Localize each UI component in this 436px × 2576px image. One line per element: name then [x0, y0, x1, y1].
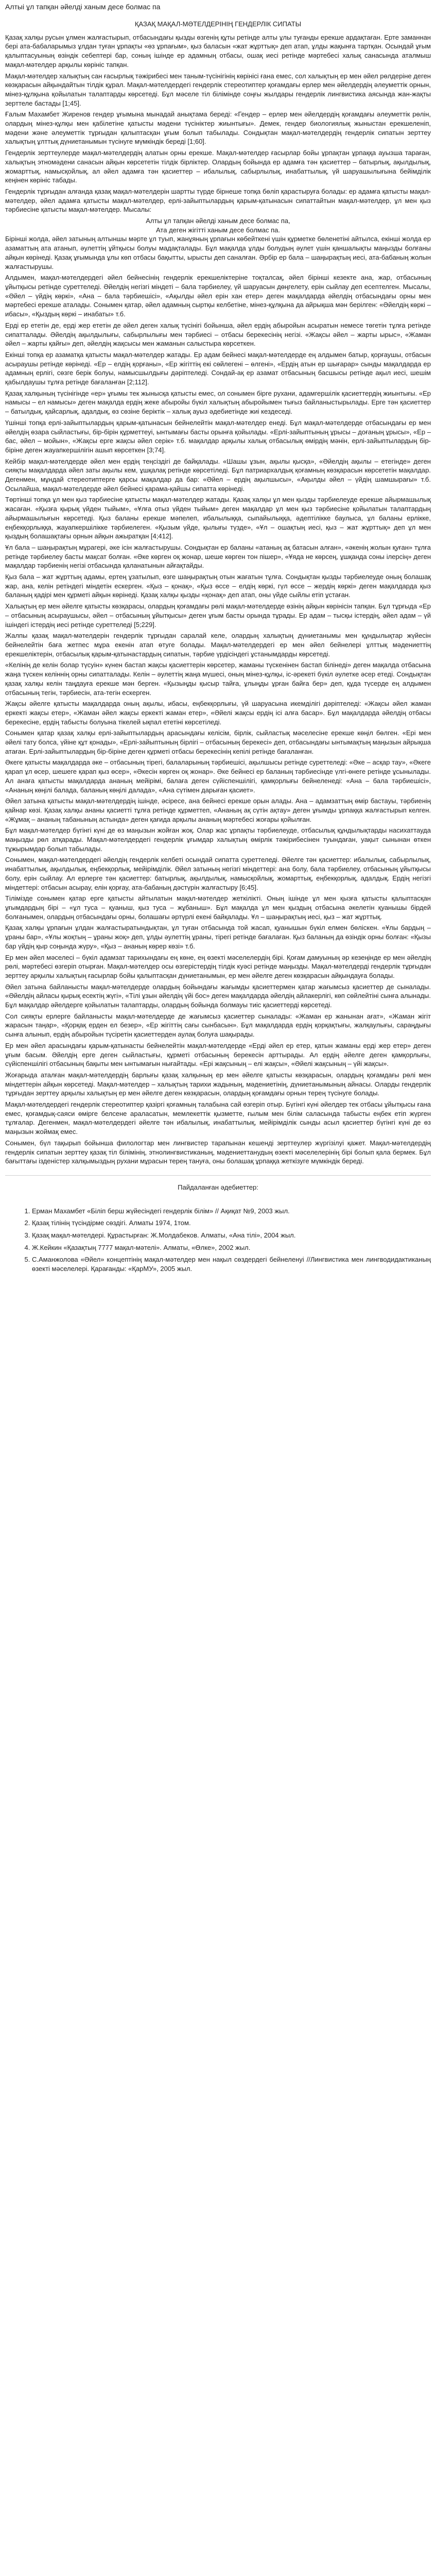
reference-item: 5. С.Аманжолова «Әйел» концептінің мақал-мәтелдер мен нақыл сөздердегі бейнеленуі //Лингвистика мен лингводидактиканың өзекті мәселелері. Қарағанды: «ҚарМУ», 2005 жыл. [32, 1255, 431, 1273]
quote-block [5, 216, 431, 234]
reference-item: 2. Қазақ тілінің түсіндірме сөздігі. Алматы 1974, 1том. [32, 1218, 431, 1228]
paragraph: Екінші топқа ер азаматқа қатысты мақал-мәтелдер жатады. Ер адам бейнесі мақал-мәтелдерде ең алдымен батыр, қорғаушы, отбасын асыраушы ретінде көрінеді. «Ер – елдің қорғаны», «Ер жігіттің екі сөйлегені – өлгені», «Ердің атын ер шығарар» сынды мақалдарда ер адамның ерлігі, сөзге берік болуы, намысшылдығы дәріптеледі. Сондай-ақ ер азамат отбасының басшысы ретінде ақыл иесі, шешім қабылдаушы тұлға ретінде бағаланған [2;112]. [5, 350, 431, 386]
paragraph: Жалпы қазақ мақал-мәтелдерін гендерлік тұрғыдан саралай келе, олардың халықтың дүниетанымы мен құндылықтар жүйесін бейнелейтін баға жетпес мұра екенін атап өтуге болады. Мақал-мәтелдердегі ер мен әйел бейнелері ұлттық мәдениеттің ерекшеліктерін, отбасылық қарым-қатынастардың сипатын, тәрбие үрдісіндегі ұстанымдарды көрсетеді. [5, 632, 431, 658]
paragraph: Мақал-мәтелдердегі гендерлік стереотиптер қазіргі қоғамның талабына сай өзгеріп отыр. Бүгінгі күні әйелдер тек отбасы ұйытқысы ғана емес, қоғамдық-саяси өмірге белсене араласатын, мемлекеттік қызметте, ғылым мен білім саласында табысты еңбек етіп жүрген тұлғалар. Дегенмен, мақал-мәтелдердегі әйелге тән ибалылық, инабаттылық, мейірімділік сынды асыл қасиеттер бүгінгі күні де өз маңызын жоймақ емес. [5, 1100, 431, 1136]
paragraph: Қазақ халқы ұрпағын ұлдан жалғастыратындықтан, ұл туған отбасында той жасап, қуанышын бүкіл елмен бөліскен. «Ұлы бардың – ұраны бар», «Ұлы жоқтың – ұраны жоқ» деп, ұлды әулеттің ұраны, тірегі ретінде бағалаған. Қыз баланың да өзіндік орны болған: «Қызы бар үйдің қыр соңында жүру», «Қыз – ананың көрер көзі» т.б. [5, 924, 431, 950]
reference-item: 4. Ж.Кейкин «Қазақтың 7777 мақал-мәтелі». Алматы, «Өлке», 2002 жыл. [32, 1243, 431, 1252]
paragraph: Бұл мақал-мәтелдер бүгінгі күні де өз маңызын жойған жоқ. Олар жас ұрпақты тәрбиелеуде, отбасылық құндылықтарды насихаттауда маңызды рөл атқарады. Мақал-мәтелдердегі гендерлік ұғымдар халықтың өмірлік тәжірибесінен туындаған, уақыт сынынан өткен тұжырымдар болып табылады. [5, 826, 431, 853]
paragraph: Алдымен, мақал-мәтелдердегі әйел бейнесінің гендерлік ерекшеліктеріне тоқталсақ, әйел бірінші кезекте ана, жар, отбасының ұйытқысы ретінде суреттеледі. Әйелдің негізгі міндеті – бала тәрбиелеу, үй шаруасын дөңгелету, ерін сыйлау деп есептелген. Мысалы, «Әйел – үйдің көркі», «Ана – бала тәрбиешісі», «Ақылды әйел ерін хан етер» деген мақалдарда әйелдің отбасындағы орны мен мәртебесі ерекше аталады. Сонымен қатар, әйел адамның сыртқы келбетіне, мінез-құлқына да айрықша мән берілген: «Әйелдің көркі – ибасы», «Қыздың көркі – инабаты» т.б. [5, 274, 431, 318]
paragraph: Гендерлік тұрғыдан алғанда қазақ мақал-мәтелдерін шартты түрде бірнеше топқа бөліп қарастыруға болады: ер адамға қатысты мақал-мәтелдер, әйел адамға қатысты мақал-мәтелдер, ерлі-зайыптылардың қарым-қатынасын сипаттайтын мақал-мәтелдер, ұл мен қыз тәрбиесіне қатысты мақал-мәтелдер. Мысалы: [5, 187, 431, 214]
article-body [5, 33, 431, 1166]
paragraph: Төртінші топқа ұл мен қыз тәрбиесіне қатысты мақал-мәтелдер жатады. Қазақ халқы ұл мен қызды тәрбиелеуде ерекше айырмашылық жасаған. «Қызға қырық үйден тыйым», «Ұлға отыз үйден тыйым» деген мақалдар ұл мен қыз тәрбиесіне қойылатын талаптардың айырмашылығын көрсетеді. Қыз баланы ерекше мәпелеп, ибалылыққа, сыпайылыққа, әдептілікке баулыса, ұл баланы ерлікке, еңбекқорлыққа, жауапкершілікке тәрбиелеген. «Қызым үйде, қылығы түзде», «Ұл – ошақтың иесі, қыз – жат жұрттық» деп ұл мен қыздың болашақтағы орнын айқын ажыратқан [4;412]. [5, 496, 431, 540]
paragraph: Сонымен, мақал-мәтелдердегі әйелдің гендерлік келбеті осындай сипатта суреттеледі. Әйелге тән қасиеттер: ибалылық, сабырлылық, инабаттылық, ақылдылық, еңбекқорлық, мейірімділік. Әйел затының негізгі міндеттері: ана болу, бала тәрбиелеу, отбасының ұйытқысы болу, ерін сыйлау. Ал ерлерге тән қасиеттер: батырлық, ақылдылық, намысқойлық, жомарттық, еңбекқорлық, адалдық. Ердің негізгі міндеттері: отбасын асырау, елін қорғау, ата-бабаның дәстүрін жалғастыру [6;45]. [5, 856, 431, 891]
paragraph: Мақал-мәтелдер халықтың сан ғасырлық тәжірибесі мен таным-түсінігінің көрінісі ғана емес, сол халықтың ер мен әйел рөлдеріне деген көзқарасын айқындайтын тілдік құрал. Мақал-мәтелдердегі гендерлік стереотиптер қоғамдағы ерлер мен әйелдердің әлеуметтік орнын, мінез-құлқына қойылатын талаптарды көрсетеді. Бұл мәселе тіл білімінде соңғы жылдары гендерлік лингвистика аясында жан-жақты зерттеле бастады [1;45]. [5, 72, 431, 107]
paragraph: Тілімізде сонымен қатар ерге қатысты айтылатын мақал-мәтелдер жеткілікті. Оның ішінде ұл мен қызға қатысты қалыптасқан ұғымдардың бірі – «ұл туса – қуаныш, қыз туса – жұбаныш». Бұл мақалда ұл мен қыздың отбасына әкелетін қуанышы бірдей болғанымен, олардың отбасындағы орны, болашағы әртүрлі екені байқалады. Ұл – шаңырақтың иесі, қыз – жат жұрттық. [5, 894, 431, 921]
paragraph: Әйел затына байланысты мақал-мәтелдерде олардың бойындағы жағымды қасиеттермен қатар жағымсыз қасиеттер де сыналады. «Әйелдің айласы қырық есектің жүгі», «Тілі ұзын әйелдің үйі бос» деген мақалдарда әйелдің айлакерлігі, көп сөйлейтіні сынға алынады. Бұл мақалдар әйелдерге қойылатын талаптарды, олардың бойында болмауы тиіс қасиеттерді көрсетеді. [5, 982, 431, 1009]
paragraph: Кейбір мақал-мәтелдерде әйел мен ердің теңсіздігі де байқалады. «Шашы ұзын, ақылы қысқа», «Әйелдің ақылы – етегінде» деген сияқты мақалдарда әйел заты ақылы кем, ұшқалақ ретінде көрсетіледі. Бұл патриархалдық қоғамның көзқарасын көрсететін мақалдар. Дегенмен, мұндай стереотиптерге қарсы мақалдар да бар: «Әйел – ердің ақылшысы», «Ақылды әйел – үйдің шамшырағы» т.б. Осылайша, мақал-мәтелдерде әйел бейнесі қарама-қайшы сипатта көрінеді. [5, 457, 431, 493]
section-divider [5, 1175, 431, 1176]
paragraph: Жақсы әйелге қатысты мақалдарда оның ақылы, ибасы, еңбекқорлығы, үй шаруасына икемділігі дәріптеледі: «Жақсы әйел жаман еркекті жақсы етер», «Жаман әйел жақсы еркекті жаман етер», «Әйелі жақсы ердің ісі алға басар». Бұл мақалдарда әйелдің отбасы берекесіне, ердің табысты болуына тікелей ықпал ететіні көрсетіледі. [5, 700, 431, 726]
paragraph: Гендерлік зерттеулерде мақал-мәтелдердің алатын орны ерекше. Мақал-мәтелдер ғасырлар бойы ұрпақтан ұрпаққа ауызша тараған, халықтың этномәдени санасын айқын көрсететін тілдік бірліктер. Олардың бойында ер адамға тән қасиеттер – батырлық, ақылдылық, жомарттық, намысқойлық, ал әйел адамға тән қасиеттер – ибалылық, сабырлылық, инабаттылық, үй шаруашылығына бейімділік кеңінен көрініс табады. [5, 149, 431, 184]
references-title: Пайдаланған әдебиеттер: [178, 1183, 258, 1191]
paragraph: Ғалым Махамбет Жиренов гендер ұғымына мынадай анықтама береді: «Гендер – ерлер мен әйелдердің қоғамдағы әлеуметтік рөлін, олардың мінез-құлқы мен қабілетіне қатысты мәдени түсініктер жиынтығы». Демек, гендер биологиялық жыныстан ерекшеленіп, мәдени және әлеуметтік тұрғыдан қалыптасқан ұғым болып табылады. Сондықтан мақал-мәтелдердің гендерлік сипатын зерттеу халықтың ұлттық дүниетанымын түсінуге мүмкіндік береді [1;60]. [5, 110, 431, 146]
paragraph: Сонымен қатар қазақ халқы ерлі-зайыптылардың арасындағы келісім, бірлік, сыйластық мәселесіне ерекше көңіл бөлген. «Ері мен әйелі тату болса, үйіне құт қонады», «Ерлі-зайыптының бірлігі – отбасының берекесі» деп, отбасындағы ынтымақтың маңызын айрықша атаған. Ерлі-зайыптылардың бір-біріне деген құрметі отбасы берекесінің кепілі ретінде бағаланған. [5, 729, 431, 755]
paragraph: Ұл бала – шаңырақтың мұрагері, әке ісін жалғастырушы. Сондықтан ер баланы «атаның ақ батасын алған», «әкенің жолын қуған» тұлға ретінде тәрбиелеу басты мақсат болған. «Әке көрген оқ жонар, шеше көрген тон пішер», «Ұяда не көрсең, ұшқанда соны ілерсің» деген мақалдар тәрбиенің негізі отбасында қаланатынын айғақтайды. [5, 543, 431, 570]
paragraph: Әйел затына қатысты мақал-мәтелдердің ішінде, әсіресе, ана бейнесі ерекше орын алады. Ана – адамзаттың өмір бастауы, тәрбиенің қайнар көзі. Қазақ халқы ананы қасиетті тұлға ретінде құрметтеп, «Ананың ақ сүтін ақтау» деген ұғымды ұрпаққа жалғастырып келген. «Жұмақ – ананың табанының астында» деген қағида арқылы ананың мәртебесі жоғары қойылған. [5, 797, 431, 823]
paragraph: Қазақ халқы русын ұлмен жалғастырып, отбасындағы қызды өзгенің құты ретінде алты ұлы туғанды ерекше ардақтаған. Ерте заманнан бері ата-бабаларымыз ұлдан туған ұрпақты «өз ұрпағым», қыз баласын «жат жұрттық» деп атап, ұлды жақынға тартқан. Осындай ұғым қалыптасуының өзіндік себептері бар, соның ішінде ер адамның отбасы, ошақ иесі ретінде мәртебесі халық санасында аталмыш мақал-мәтелдер арқылы көрініс тапқан. [5, 33, 431, 69]
paragraph: Жоғарыда аталған мақал-мәтелдердің барлығы қазақ халқының ер мен әйелге қатысты көзқарасын, олардың қоғамдағы рөлі мен міндеттерін айқын көрсетеді. Мақал-мәтелдер – халықтың тарихи жадының, мәдениетінің, дүниетанымының айнасы. Оларды гендерлік тұрғыдан зерттеу арқылы халықтың ер мен әйелге деген көзқарасын, олардың қоғамдағы орнын терең түсінуге болады. [5, 1071, 431, 1097]
paragraph: Халықтың ер мен әйелге қатысты көзқарасы, олардың қоғамдағы рөлі мақал-мәтелдерде өзінің айқын көрінісін тапқан. Бұл тұрғыда «Ер – отбасының асыраушысы, әйел – отбасының ұйытқысы» деген ұғым басты орында тұрады. Ер адам – тысқы істердің, әйел адам – үй ішіндегі істердің иесі ретінде суреттеледі [5;229]. [5, 602, 431, 629]
paragraph: Ерді ер ететін де, ерді жер ететін де әйел деген халық түсінігі бойынша, әйел ердің абыройын асыратын немесе төгетін тұлға ретінде сипатталады. Әйелдің ақылдылығы, сабырлылығы мен тәрбиесі – отбасы берекесінің негізі. «Жақсы әйел – жарты ырыс», «Жаман әйел – жарты қайғы» деп, әйелдің жақсысы мен жаманын салыстыра көрсеткен. [5, 321, 431, 348]
quote-line: Алты ұл тапқан әйелді ханым десе болмас па, [146, 217, 290, 225]
reference-item: 3. Қазақ мақал-мәтелдері. Құрастырған: Ж.Молдабеков. Алматы, «Ана тілі», 2004 жыл. [32, 1231, 431, 1240]
paragraph: Бірінші жолда, әйел затының алтыншы мәрте ұл туып, жанұяның ұрпағын көбейткені үшін құрметке бөленетіні айтылса, екінші жолда ер азаматтың ата атанып, әулеттің ұйтқысы болуы мадақталады. Бұл мақалда ұлды болудың әулет үшін қаншалықты маңызды болғаны айқын көрінеді. Қазақ ұғымында ұлы көп отбасы бақытты, ырысты деп саналған. Әрбір ер бала – шаңырақтың иесі, ата-бабаның жолын жалғастырушы. [5, 235, 431, 270]
paragraph: Қыз бала – жат жұрттың адамы, ертең ұзатылып, өзге шаңырақтың отын жағатын тұлға. Сондықтан қызды тәрбиелеуде оның болашақ жар, ана, келін ретіндегі міндетін ескерген. «Қыз – қонақ», «Қыз өссе – елдің көркі, гүл өссе – жердің көркі» деген мақалдарда қыз баланың қадірі мен құрметі айқын көрінеді. Қазақ халқы қызды «қонақ» деп атап, оны үйде сыйлы етіп ұстаған. [5, 573, 431, 599]
article-title: Алтыi ұл тапқан әйелді ханым десе болмас па [5, 3, 161, 11]
quote-line: Ата деген жігітті ханым десе болмас па. [156, 226, 280, 234]
paragraph: Ер мен әйел мәселесі – бүкіл адамзат тарихындағы ең көне, ең өзекті мәселелердің бірі. Қоғам дамуының әр кезеңінде ер мен әйелдің рөлі, мәртебесі өзгеріп отырған. Мақал-мәтелдер осы өзгерістердің тілдік куәсі ретінде маңызды. Мақал-мәтелдерді гендерлік тұрғыдан зерттеу арқылы халықтың ғасырлар бойы қалыптасқан дүниетанымын, ер мен әйелге деген көзқарасын айқындауға болады. [5, 953, 431, 979]
paragraph: «Келінің де келін болар түсуін» күнен бастап жақсы қасиеттерін көрсетер, жаманы түскенінен бастап білінеді» деген мақалда отбасына жаңа түскен келіннің орны сипатталады. Келін – әулеттің жаңа мүшесі, оның мінез-құлқы, іс-әрекеті бүкіл әулетке әсер етеді. Сондықтан қазақ халқы келін таңдауға ерекше мән берген. «Қызыңды қысыр тайға, ұлыңды ұрған байға бер» деп, құда түсерде ең алдымен отбасының тегін, тәрбиесін, ата-тегін ескерген. [5, 661, 431, 697]
reference-item: 1. Ерман Махамбет «Біліп берш жүйесіндегі гендерлік білім» // Ақиқат №9, 2003 жыл. [32, 1207, 431, 1216]
paragraph: Үшінші топқа ерлі-зайыптылардың қарым-қатынасын бейнелейтін мақал-мәтелдер енеді. Бұл мақал-мәтелдерде отбасындағы ер мен әйелдің өзара сыйластығы, бір-бірін құрметтеуі, ынтымағы басты орынға қойылады. «Ерлі-зайыптының ұрысы – доғаның ұрысы», «Ер – бас, әйел – мойын», «Жақсы ерге жақсы әйел серік» т.б. мақалдар арқылы халық отбасылық өмірдің мәнін, ерлі-зайыптылардың бір-біріне деген жауапкершілігін ашып көрсеткен [3;74]. [5, 418, 431, 454]
paragraph: Әкеге қатысты мақалдарда әке – отбасының тірегі, балаларының тәрбиешісі, ақылшысы ретінде суреттеледі: «Әке – асқар тау», «Әкеге қарап ұл өсер, шешеге қарап қыз өсер», «Әкесін көрген оқ жонар». Әке бейнесі ер баланың тәрбиесінде үлгі-өнеге ретінде ұсынылады. Ал анаға қатысты мақалдарда ананың мейірімі, балаға деген сүйіспеншілігі, қамқорлығы бейнеленеді: «Ана – бала тәрбиешісі», «Ананың көңілі балада, баланың көңілі далада», «Ана сүтімен дарыған қасиет». [5, 758, 431, 794]
paragraph: Сонымен, бүл тақырып бойынша филологтар мен лингвистер тарапынан кешенді зерттеулер жүргізілуі қажет. Мақал-мәтелдердің гендерлік сипатын зерттеу қазақ тіл білімінің, этнолингвистиканың, мәдениеттанудың өзекті мәселелерінің бірі болып қала бермек. Бұл бағыттағы ізденістер халқымыздың рухани мұрасын терең тануға, оны болашақ ұрпаққа жеткізуге мүмкіндік береді. [5, 1139, 431, 1165]
paragraph: Ер мен әйел арасындағы қарым-қатынасты бейнелейтін мақал-мәтелдерде «Ерді әйел ер етер, қатын жаманы ерді жер етер» деген ұғым басым. Әйелдің ерге деген сыйластығы, құрметі отбасының берекесін арттырады. Ал ердің әйелге деген қамқорлығы, сүйіспеншілігі отбасының бақыты мен ынтымағын нығайтады. «Ері жақсының – елі жақсы», «Әйелі жақсының – үйі жақсы». [5, 1041, 431, 1068]
paragraph: Сол сияқты ерлерге байланысты мақал-мәтелдерде де жағымсыз қасиеттер сыналады: «Жаман ер жанынан ағат», «Жаман жігіт жарасын таңар», «Қорқақ ерден ел безер», «Ер жігіттің сағы сынбасын». Бұл мақалдарда ердің қорқақтығы, жалқаулығы, сараңдығы сынға алынып, ердің абыройын түсіретін қасиеттерден аулақ болуға шақырады. [5, 1012, 431, 1039]
paragraph: Қазақ халқының түсінігінде «ер» ұғымы тек жынысқа қатысты емес, ол сонымен бірге рухани, адамгершілік қасиеттердің жиынтығы. «Ер намысы – ел намысы» деген мақалда ердің жеке абыройы бүкіл халықтың абыройымен тығыз байланыстырылады. Ерге тән қасиеттер – батылдық, қайсарлық, адалдық, өз сөзіне беріктік – халық ауыз әдебиетінде жиі кездеседі. [5, 389, 431, 416]
article-subtitle: ҚАЗАҚ МАҚАЛ-МӘТЕЛДЕРІНІҢ ГЕНДЕРЛІК СИПАТЫ [134, 20, 302, 28]
references-list [5, 1207, 431, 1274]
